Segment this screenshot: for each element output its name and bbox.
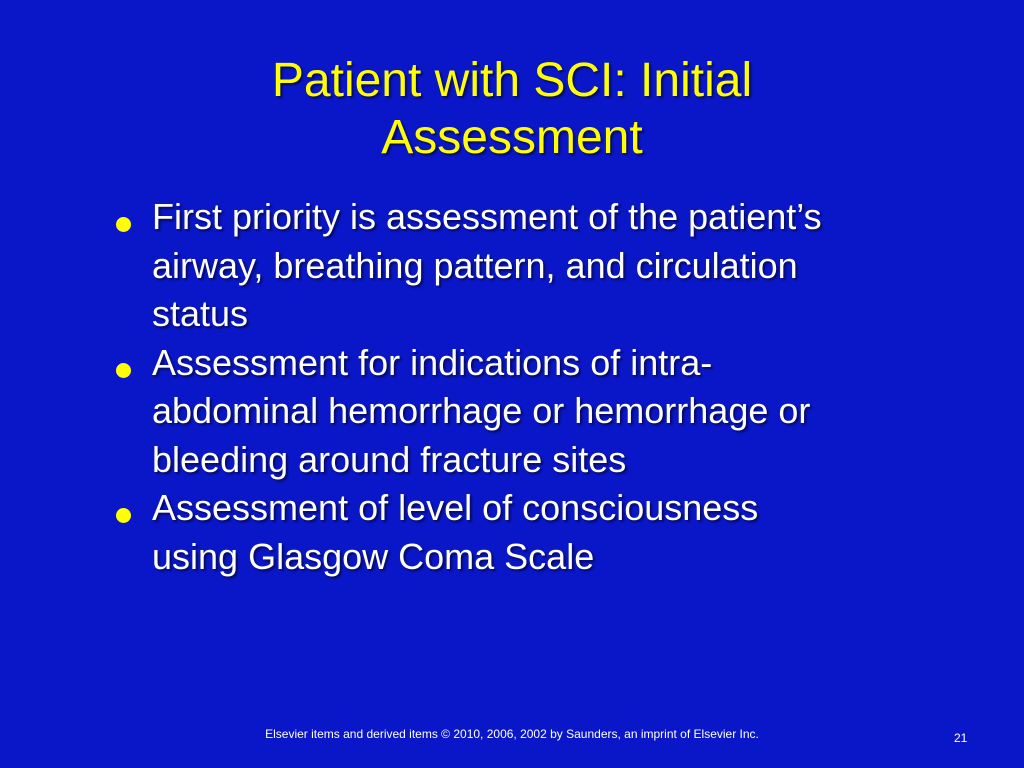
bullet-item: [112, 484, 912, 581]
bullet-text-line: using Glasgow Coma Scale: [152, 535, 595, 577]
bullet-text-line: Assessment of level of consciousness: [152, 487, 759, 528]
bullet-text-line: Assessment for indications of intra-: [152, 341, 713, 383]
page-number: 21: [954, 731, 968, 745]
bullet-list: [112, 193, 912, 581]
slide-title: [150, 52, 874, 166]
bullet-text-line: abdominal hemorrhage or hemorrhage or: [152, 390, 811, 431]
copyright-footer: Elsevier items and derived items © 2010, 2006, 2002 by Saunders, an imprint of Elsevier Inc.: [265, 727, 759, 741]
bullet-item: [112, 339, 912, 485]
bullet-text-line: status: [152, 293, 249, 334]
bullet-item: [112, 193, 912, 339]
bullet-dot-icon: [116, 217, 131, 232]
bullet-dot-icon: [116, 363, 131, 378]
slide-title-line: Assessment: [381, 111, 643, 164]
bullet-text-line: bleeding around fracture sites: [152, 438, 627, 480]
bullet-dot-icon: [116, 508, 131, 523]
bullet-text-line: airway, breathing pattern, and circulation: [152, 244, 798, 286]
bullet-text-line: First priority is assessment of the patient’s: [152, 196, 822, 237]
slide-title-line: Patient with SCI: Initial: [271, 54, 753, 107]
